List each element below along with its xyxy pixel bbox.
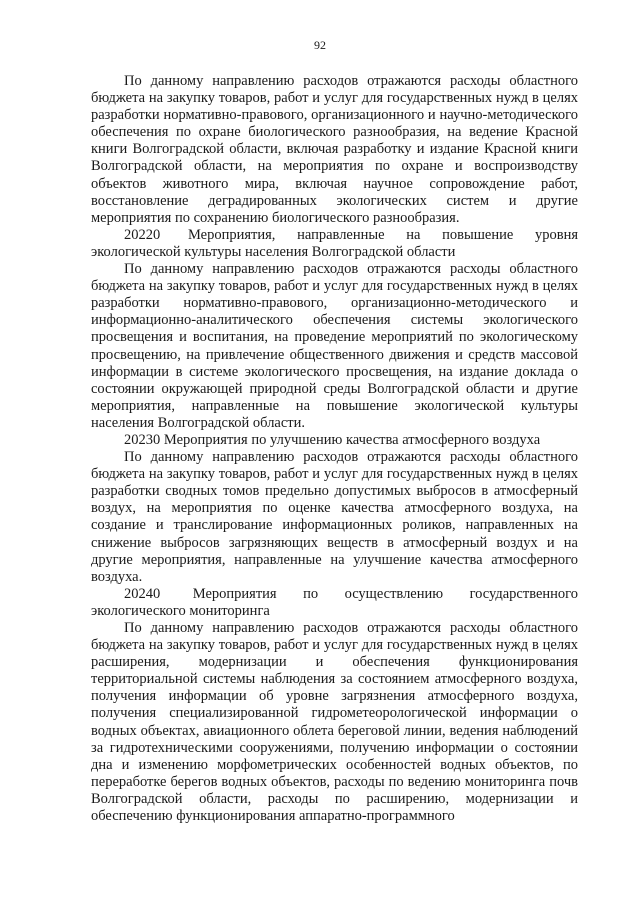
section-code: 20240 — [124, 585, 161, 602]
section-code: 20220 — [124, 226, 161, 243]
paragraph-ecological-culture: По данному направлению расходов отражаются расходы областного бюджета на закупку товаров, работ и услуг для государственных нужд в целях разработки нормативно-правового, организационно-методического и информационно-аналитического обеспечения системы экологического просвещения и воспитания, на проведение мероприятий по экологическому просвещению, на привлечение общественного движения и средств массовой информации в системе экологического просвещения, на издание доклада о состоянии окружающей природной среды Волгоградской области и другие мероприятия, направленные на повышение экологической культуры населения Волгоградской области. — [91, 261, 578, 431]
paragraph-air-quality: По данному направлению расходов отражаются расходы областного бюджета на закупку товаров, работ и услуг для государственных нужд в целях разработки сводных томов предельно допустимых выбросов в атмосферный воздух, на мероприятия по оценке качества атмосферного воздуха, на создание и транслирование информационных роликов, направленных на снижение выбросов загрязняющих веществ в атмосферный воздух и на другие мероприятия, направленные на улучшение качества атмосферного воздуха. — [91, 449, 578, 585]
document-body — [91, 73, 578, 825]
page-number: 92 — [314, 38, 326, 52]
section-heading-20240 — [91, 586, 578, 620]
paragraph-biodiversity: По данному направлению расходов отражаются расходы областного бюджета на закупку товаров, работ и услуг для государственных нужд в целях разработки нормативно-правового, организационного и научно-методического обеспечения по охране биологического разнообразия, на ведение Красной книги Волгоградской области, включая разработку и издание Красной книги Волгоградской области, на мероприятия по охране и воспроизводству объектов животного мира, включая научное сопровождение работ, восстановление деградированных экологических систем и другие мероприятия по сохранению биологического разнообразия. — [91, 73, 578, 226]
section-title: Мероприятия, направленные на повышение уровня экологической культуры населения Волгоградской области — [91, 226, 578, 260]
section-heading-20220 — [91, 227, 578, 261]
paragraph-monitoring: По данному направлению расходов отражаются расходы областного бюджета на закупку товаров, работ и услуг для государственных нужд в целях расширения, модернизации и обеспечения функционирования территориальной системы наблюдения за состоянием атмосферного воздуха, получения информации об уровне загрязнения атмосферного воздуха, получения специализированной гидрометеорологической информации о водных объектах, авиационного облета береговой линии, ведения наблюдений за гидротехническими сооружениями, получению информации о состоянии дна и изменению морфометрических особенностей водных объектов, по переработке берегов водных объектов, расходы по ведению мониторинга почв Волгоградской области, расходы по расширению, модернизации и обеспечению функционирования аппаратно-программного — [91, 620, 578, 825]
section-heading-20230 — [91, 432, 578, 449]
section-code: 20230 — [124, 431, 161, 448]
section-title: Мероприятия по улучшению качества атмосферного воздуха — [163, 431, 541, 448]
section-title: Мероприятия по осуществлению государственного экологического мониторинга — [91, 585, 579, 619]
